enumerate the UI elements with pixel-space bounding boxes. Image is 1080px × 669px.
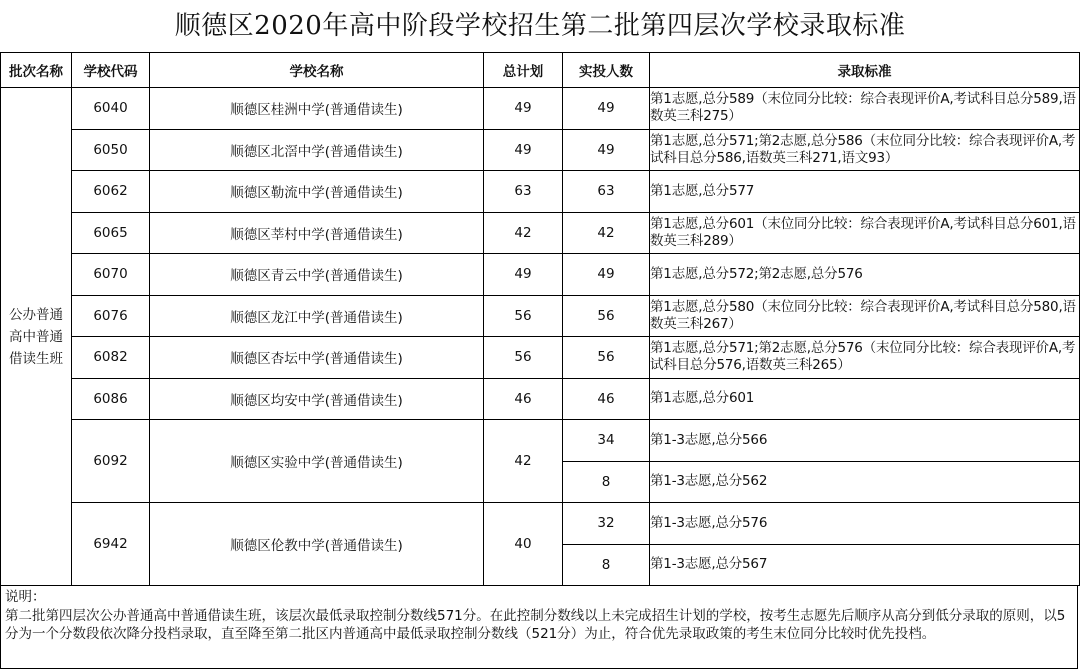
- batch-name-line: 公办普通: [9, 306, 63, 323]
- header-actual: 实投人数: [563, 53, 650, 88]
- plan-cell: 46: [484, 378, 563, 420]
- standard-cell: 第1志愿,总分577: [650, 171, 1080, 213]
- school-name-cell: 顺德区北滘中学(普通借读生): [150, 129, 484, 171]
- actual-cell: 49: [563, 88, 650, 130]
- standard-cell: 第1-3志愿,总分562: [650, 461, 1080, 503]
- standard-cell: 第1-3志愿,总分576: [650, 503, 1080, 545]
- actual-cell: 8: [563, 544, 650, 586]
- standard-cell: 第1志愿,总分601: [650, 378, 1080, 420]
- plan-cell: 56: [484, 337, 563, 379]
- school-code-cell: 6092: [72, 420, 150, 503]
- table-header-row: [1, 53, 1080, 88]
- table-row: [1, 88, 1080, 130]
- standard-cell: 第1志愿,总分580（末位同分比较：综合表现评价A,考试科目总分580,语数英三科267）: [650, 295, 1080, 337]
- table-row: [1, 171, 1080, 213]
- actual-cell: 8: [563, 461, 650, 503]
- standard-cell: 第1-3志愿,总分566: [650, 420, 1080, 462]
- table-row: [1, 337, 1080, 379]
- plan-cell: 49: [484, 88, 563, 130]
- batch-name-line: 借读生班: [9, 350, 63, 367]
- admission-table: [0, 52, 1080, 586]
- page-title: 顺德区2020年高中阶段学校招生第二批第四层次学校录取标准: [174, 11, 906, 41]
- school-code-cell: 6076: [72, 295, 150, 337]
- actual-cell: 42: [563, 212, 650, 254]
- actual-cell: 46: [563, 378, 650, 420]
- table-row: [1, 503, 1080, 545]
- standard-cell: 第1志愿,总分571;第2志愿,总分576（末位同分比较：综合表现评价A,考试科目总分576,语数英三科265）: [650, 337, 1080, 379]
- standard-cell: 第1志愿,总分571;第2志愿,总分586（末位同分比较：综合表现评价A,考试科目总分586,语数英三科271,语文93）: [650, 129, 1080, 171]
- header-plan: 总计划: [484, 53, 563, 88]
- school-name-cell: 顺德区实验中学(普通借读生): [150, 420, 484, 503]
- actual-cell: 63: [563, 171, 650, 213]
- batch-name-line: 高中普通: [9, 328, 63, 345]
- actual-cell: 56: [563, 295, 650, 337]
- plan-cell: 42: [484, 420, 563, 503]
- standard-cell: 第1志愿,总分601（末位同分比较：综合表现评价A,考试科目总分601,语数英三科289）: [650, 212, 1080, 254]
- table-row: [1, 295, 1080, 337]
- school-name-cell: 顺德区均安中学(普通借读生): [150, 378, 484, 420]
- header-name: 学校名称: [150, 53, 484, 88]
- standard-cell: 第1-3志愿,总分567: [650, 544, 1080, 586]
- notes-body: 第二批第四层次公办普通高中普通借读生班，该层次最低录取控制分数线571分。在此控制分数线以上未完成招生计划的学校，按考生志愿先后顺序从高分到低分录取的原则，以5分为一个分数段依次降分投档录取，直至降至第二批区内普通高中最低录取控制分数线（521分）为止，符合优先录取政策的考生末位同分比较时优先投档。: [5, 607, 1066, 642]
- plan-cell: 40: [484, 503, 563, 586]
- school-code-cell: 6065: [72, 212, 150, 254]
- school-code-cell: 6086: [72, 378, 150, 420]
- plan-cell: 56: [484, 295, 563, 337]
- school-name-cell: 顺德区莘村中学(普通借读生): [150, 212, 484, 254]
- table-row: [1, 254, 1080, 296]
- header-standard: 录取标准: [650, 53, 1080, 88]
- table-row: [1, 420, 1080, 462]
- school-code-cell: 6062: [72, 171, 150, 213]
- notes-box: [0, 586, 1078, 669]
- plan-cell: 63: [484, 171, 563, 213]
- standard-cell: 第1志愿,总分589（末位同分比较：综合表现评价A,考试科目总分589,语数英三科275）: [650, 88, 1080, 130]
- actual-cell: 56: [563, 337, 650, 379]
- plan-cell: 42: [484, 212, 563, 254]
- plan-cell: 49: [484, 129, 563, 171]
- school-name-cell: 顺德区勒流中学(普通借读生): [150, 171, 484, 213]
- actual-cell: 49: [563, 254, 650, 296]
- school-code-cell: 6942: [72, 503, 150, 586]
- standard-cell: 第1志愿,总分572;第2志愿,总分576: [650, 254, 1080, 296]
- school-name-cell: 顺德区龙江中学(普通借读生): [150, 295, 484, 337]
- school-code-cell: 6070: [72, 254, 150, 296]
- table-row: [1, 212, 1080, 254]
- actual-cell: 34: [563, 420, 650, 462]
- header-batch: 批次名称: [1, 53, 72, 88]
- actual-cell: 49: [563, 129, 650, 171]
- school-code-cell: 6040: [72, 88, 150, 130]
- table-row: [1, 129, 1080, 171]
- plan-cell: 49: [484, 254, 563, 296]
- school-name-cell: 顺德区青云中学(普通借读生): [150, 254, 484, 296]
- header-code: 学校代码: [72, 53, 150, 88]
- notes-heading: 说明：: [5, 589, 46, 605]
- table-body: [1, 88, 1080, 586]
- school-code-cell: 6082: [72, 337, 150, 379]
- table-row: [1, 378, 1080, 420]
- batch-name-cell: [1, 88, 72, 586]
- school-code-cell: 6050: [72, 129, 150, 171]
- school-name-cell: 顺德区桂洲中学(普通借读生): [150, 88, 484, 130]
- school-name-cell: 顺德区杏坛中学(普通借读生): [150, 337, 484, 379]
- actual-cell: 32: [563, 503, 650, 545]
- school-name-cell: 顺德区伦教中学(普通借读生): [150, 503, 484, 586]
